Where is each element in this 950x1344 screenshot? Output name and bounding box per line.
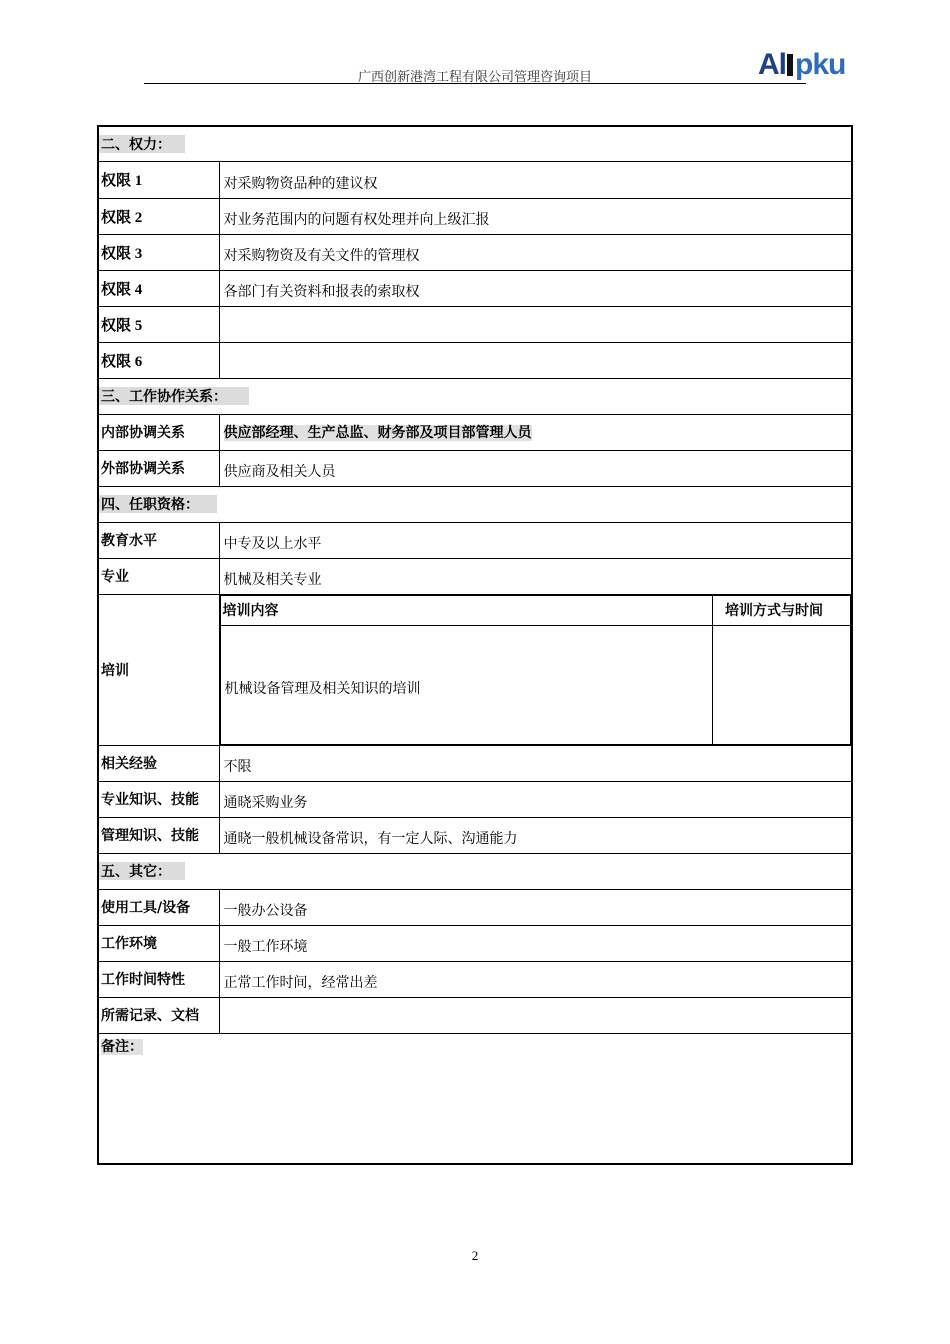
power-value: [219, 306, 852, 342]
power-label: 权限 3: [98, 234, 219, 270]
education-value: 中专及以上水平: [219, 522, 852, 558]
other-label: 工作时间特性: [98, 961, 219, 997]
section-row: [98, 486, 852, 522]
header-divider: [144, 83, 806, 84]
power-label: 权限 2: [98, 198, 219, 234]
training-label: 培训: [98, 594, 219, 745]
power-label: 权限 6: [98, 342, 219, 378]
table-row: [98, 522, 852, 558]
section-row: [98, 126, 852, 161]
other-value: 一般办公设备: [219, 889, 852, 925]
table-row: [98, 961, 852, 997]
training-method-header: 培训方式与时间: [713, 595, 851, 625]
company-logo: Al pku: [758, 48, 846, 81]
training-content-header: 培训内容: [220, 595, 713, 625]
relation-value: 供应部经理、生产总监、财务部及项目部管理人员: [219, 414, 852, 450]
other-label: 所需记录、文档: [98, 997, 219, 1033]
section-title-powers: 二、权力：: [98, 126, 852, 161]
other-value: [219, 997, 852, 1033]
remarks-value: [101, 1056, 849, 1062]
table-row: [98, 414, 852, 450]
power-label: 权限 5: [98, 306, 219, 342]
table-row: [98, 817, 852, 853]
table-row: [98, 889, 852, 925]
training-content-value: 机械设备管理及相关知识的培训: [220, 625, 713, 744]
header-title: 广西创新港湾工程有限公司管理咨询项目: [357, 69, 592, 84]
other-label: 工作环境: [98, 925, 219, 961]
table-row: [98, 450, 852, 486]
power-value: [219, 342, 852, 378]
table-row: [98, 594, 852, 745]
section-title-qualifications: 四、任职资格：: [98, 486, 852, 522]
table-row: [98, 161, 852, 198]
experience-label: 相关经验: [98, 745, 219, 781]
section-row: [98, 853, 852, 889]
power-label: 权限 1: [98, 161, 219, 198]
power-value: 各部门有关资料和报表的索取权: [219, 270, 852, 306]
relation-label: 外部协调关系: [98, 450, 219, 486]
education-label: 教育水平: [98, 522, 219, 558]
remarks-cell: [98, 1033, 852, 1164]
job-description-table: [97, 125, 853, 1165]
power-label: 权限 4: [98, 270, 219, 306]
section-row: [98, 378, 852, 414]
other-label: 使用工具/设备: [98, 889, 219, 925]
table-row: [98, 1033, 852, 1164]
other-value: 一般工作环境: [219, 925, 852, 961]
table-row: [98, 558, 852, 594]
table-row: [98, 234, 852, 270]
table-row: [98, 997, 852, 1033]
table-row: [98, 270, 852, 306]
management-skill-label: 管理知识、技能: [98, 817, 219, 853]
power-value: 对采购物资及有关文件的管理权: [219, 234, 852, 270]
professional-skill-value: 通晓采购业务: [219, 781, 852, 817]
relation-label: 内部协调关系: [98, 414, 219, 450]
table-row: [98, 745, 852, 781]
table-row: [98, 925, 852, 961]
major-value: 机械及相关专业: [219, 558, 852, 594]
other-value: 正常工作时间，经常出差: [219, 961, 852, 997]
relation-value: 供应商及相关人员: [219, 450, 852, 486]
training-cell: [219, 594, 852, 745]
table-row: [98, 781, 852, 817]
table-row: [98, 306, 852, 342]
management-skill-value: 通晓一般机械设备常识，有一定人际、沟通能力: [219, 817, 852, 853]
training-method-value: [713, 625, 851, 744]
table-row: [98, 198, 852, 234]
major-label: 专业: [98, 558, 219, 594]
page-number: 2: [471, 1248, 479, 1263]
power-value: 对业务范围内的问题有权处理并向上级汇报: [219, 198, 852, 234]
training-subtable: [220, 595, 852, 745]
power-value: 对采购物资品种的建议权: [219, 161, 852, 198]
remarks-label: 备注：: [101, 1038, 143, 1055]
professional-skill-label: 专业知识、技能: [98, 781, 219, 817]
table-row: [98, 342, 852, 378]
section-title-relations: 三、工作协作关系：: [98, 378, 852, 414]
section-title-others: 五、其它：: [98, 853, 852, 889]
experience-value: 不限: [219, 745, 852, 781]
